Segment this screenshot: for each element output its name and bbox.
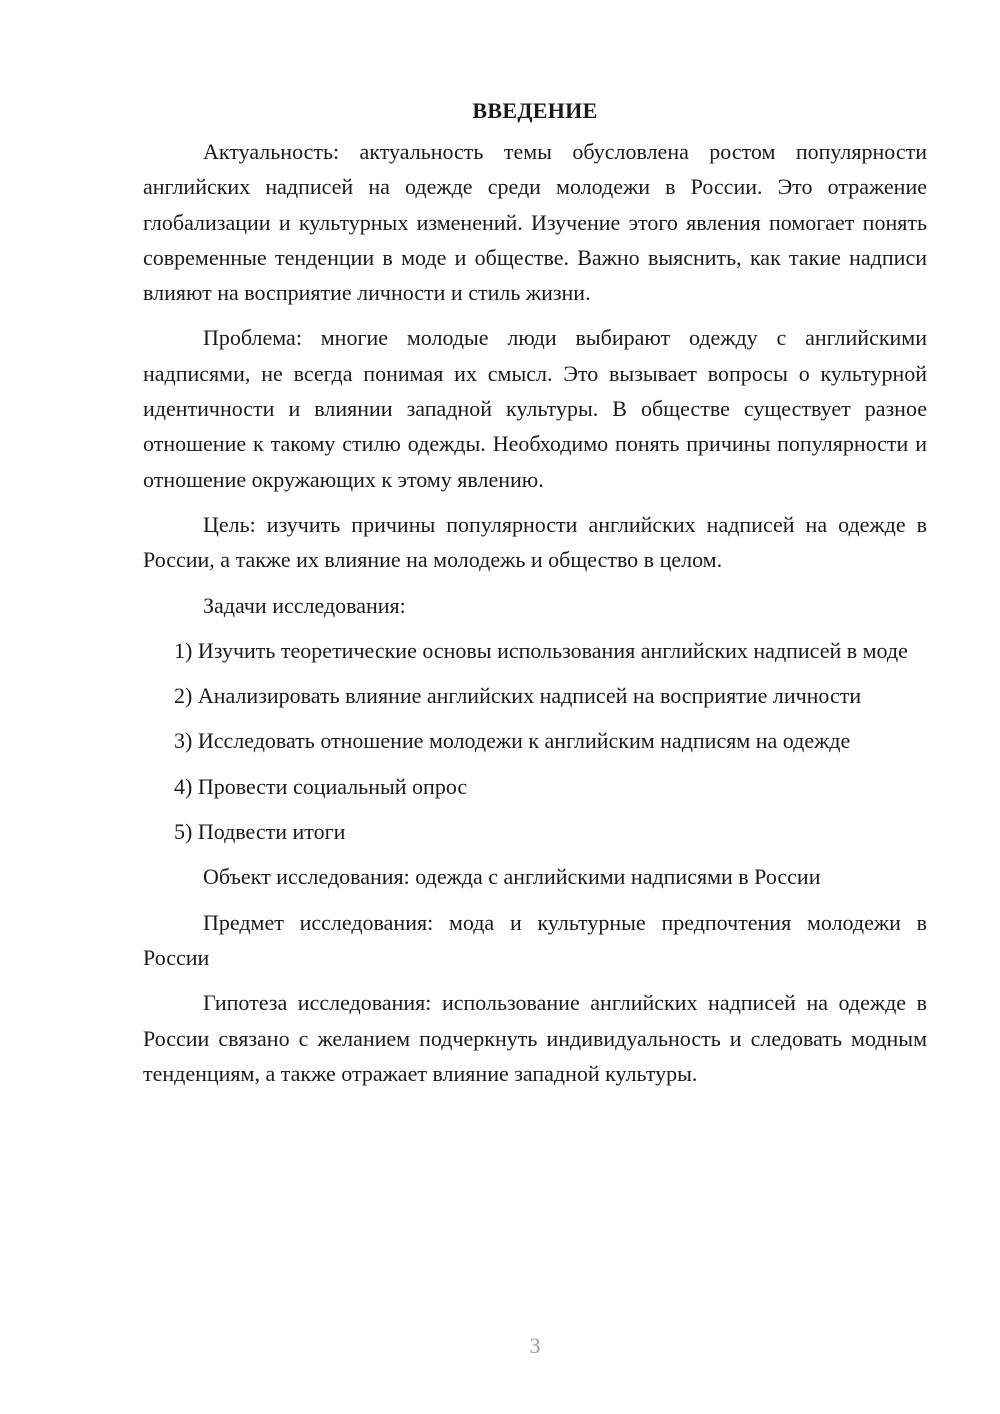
tasks-heading: Задачи исследования: xyxy=(203,592,406,618)
problem-paragraph: Проблема: многие молодые люди выбирают одежду с английскими надписями, не всегда понимая их смысл. Это вызывает вопросы о культурной идентичности и влиянии западной культуры. В обществе существует разное отношение к такому стилю одежды. Необходимо понять причины популярности и отношение окружающих к этому явлению. xyxy=(143,325,927,492)
task-item: 4) Провести социальный опрос xyxy=(174,773,468,799)
task-item: 5) Подвести итоги xyxy=(174,819,346,845)
task-item: 2) Анализировать влияние английских надписей на восприятие личности xyxy=(174,683,862,709)
relevance-paragraph: Актуальность: актуальность темы обусловлена ростом популярности английских надписей на одежде среди молодежи в России. Это отражение глобализации и культурных изменений. Изучение этого явления помогает понять современные тенденции в моде и обществе. Важно выяснить, как такие надписи влияют на восприятие личности и стиль жизни. xyxy=(143,139,927,306)
subject-paragraph: Предмет исследования: мода и культурные предпочтения молодежи в России xyxy=(143,909,927,970)
hypothesis-paragraph: Гипотеза исследования: использование английских надписей на одежде в России связано с желанием подчеркнуть индивидуальность и следовать модным тенденциям, а также отражает влияние западной культуры. xyxy=(143,990,927,1086)
document-page xyxy=(143,94,927,1091)
goal-paragraph: Цель: изучить причины популярности английских надписей на одежде в России, а также их влияние на молодежь и общество в целом. xyxy=(143,511,927,573)
section-title: ВВЕДЕНИЕ xyxy=(472,98,598,123)
task-item: 3) Исследовать отношение молодежи к английским надписям на одежде xyxy=(174,728,851,754)
page-number: 3 xyxy=(529,1333,541,1358)
task-item: 1) Изучить теоретические основы использования английских надписей в моде xyxy=(174,637,908,663)
object-paragraph: Объект исследования: одежда с английскими надписями в России xyxy=(203,864,821,890)
